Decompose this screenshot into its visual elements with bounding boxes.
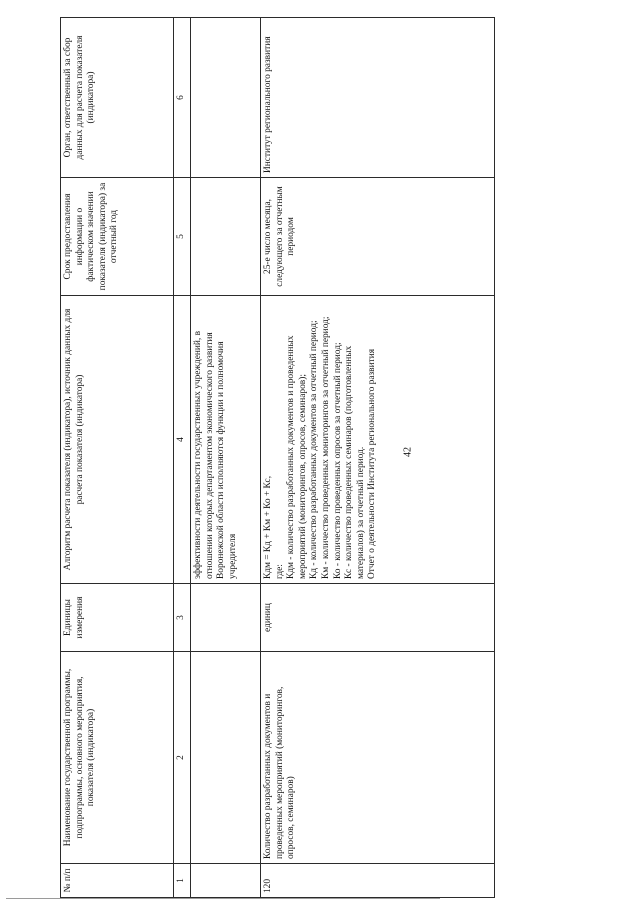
header-name: Наименование государственной программы, подпрограммы, основного мероприятия, показателя (индикатора) [61,652,174,864]
column-number-row [174,18,191,898]
empty-cell [191,178,261,296]
header-algorithm: Алгоритм расчета показателя (индикатора), источник данных для расчета показателя (индикатора) [61,296,174,584]
header-responsible: Орган, ответственный за сбор данных для расчета показателя (индикатора) [61,18,174,178]
formula-where: где: [274,564,285,579]
header-row [61,18,174,898]
indicator-responsible: Институт регионального развития [261,18,495,178]
empty-cell [191,584,261,652]
empty-cell [191,18,261,178]
column-number: 3 [174,584,191,652]
formula-definition: Ко - количество проведенных опросов за отчетный период; [332,342,343,579]
indicator-algorithm [261,296,495,584]
rotated-table-wrapper [60,18,498,898]
indicator-unit: единиц [261,584,495,652]
column-number: 6 [174,18,191,178]
formula-line: Кдм = Кд + Км + Ко + Кс, [263,475,273,579]
page-number: 42 [402,447,414,457]
empty-cell [191,652,261,864]
formula-definition: Км - количество проведенных мониторингов за отчетный период; [320,316,331,579]
formula-definition: Кд - количество разработанных документов за отчетный период; [309,320,320,579]
empty-cell [191,864,261,898]
continuation-text: эффективности деятельности государственных учреждений, в отношении которых департаментом экономического развития Воронежской области исполняются функции и полномочия учредителя [191,296,261,584]
header-number: № п/п [61,864,174,898]
column-number: 1 [174,864,191,898]
bottom-rule [6,898,440,899]
column-number: 4 [174,296,191,584]
header-unit: Единицы измерения [61,584,174,652]
column-number: 2 [174,652,191,864]
table-row [261,18,495,898]
indicator-deadline: 25-е число месяца, следующего за отчетным периодом [261,178,495,296]
formula-definition: Кс - количество проведенных семинаров (подготовленных материалов) за отчетный период. [344,345,366,579]
formula-definition: Кдм - количество разработанных документов и проведенных мероприятий (мониторингов, опросов, семинаров); [286,335,308,579]
indicator-table [60,17,495,898]
header-deadline: Срок предоставления информации о фактическом значении показателя (индикатора) за отчетный год [61,178,174,296]
row-number: 120 [261,864,495,898]
data-source: Отчет о деятельности Института регионального развития [367,348,378,579]
indicator-name: Количество разработанных документов и проведенных мероприятий (мониторингов, опросов, семинаров) [261,652,495,864]
continuation-row [191,18,261,898]
column-number: 5 [174,178,191,296]
